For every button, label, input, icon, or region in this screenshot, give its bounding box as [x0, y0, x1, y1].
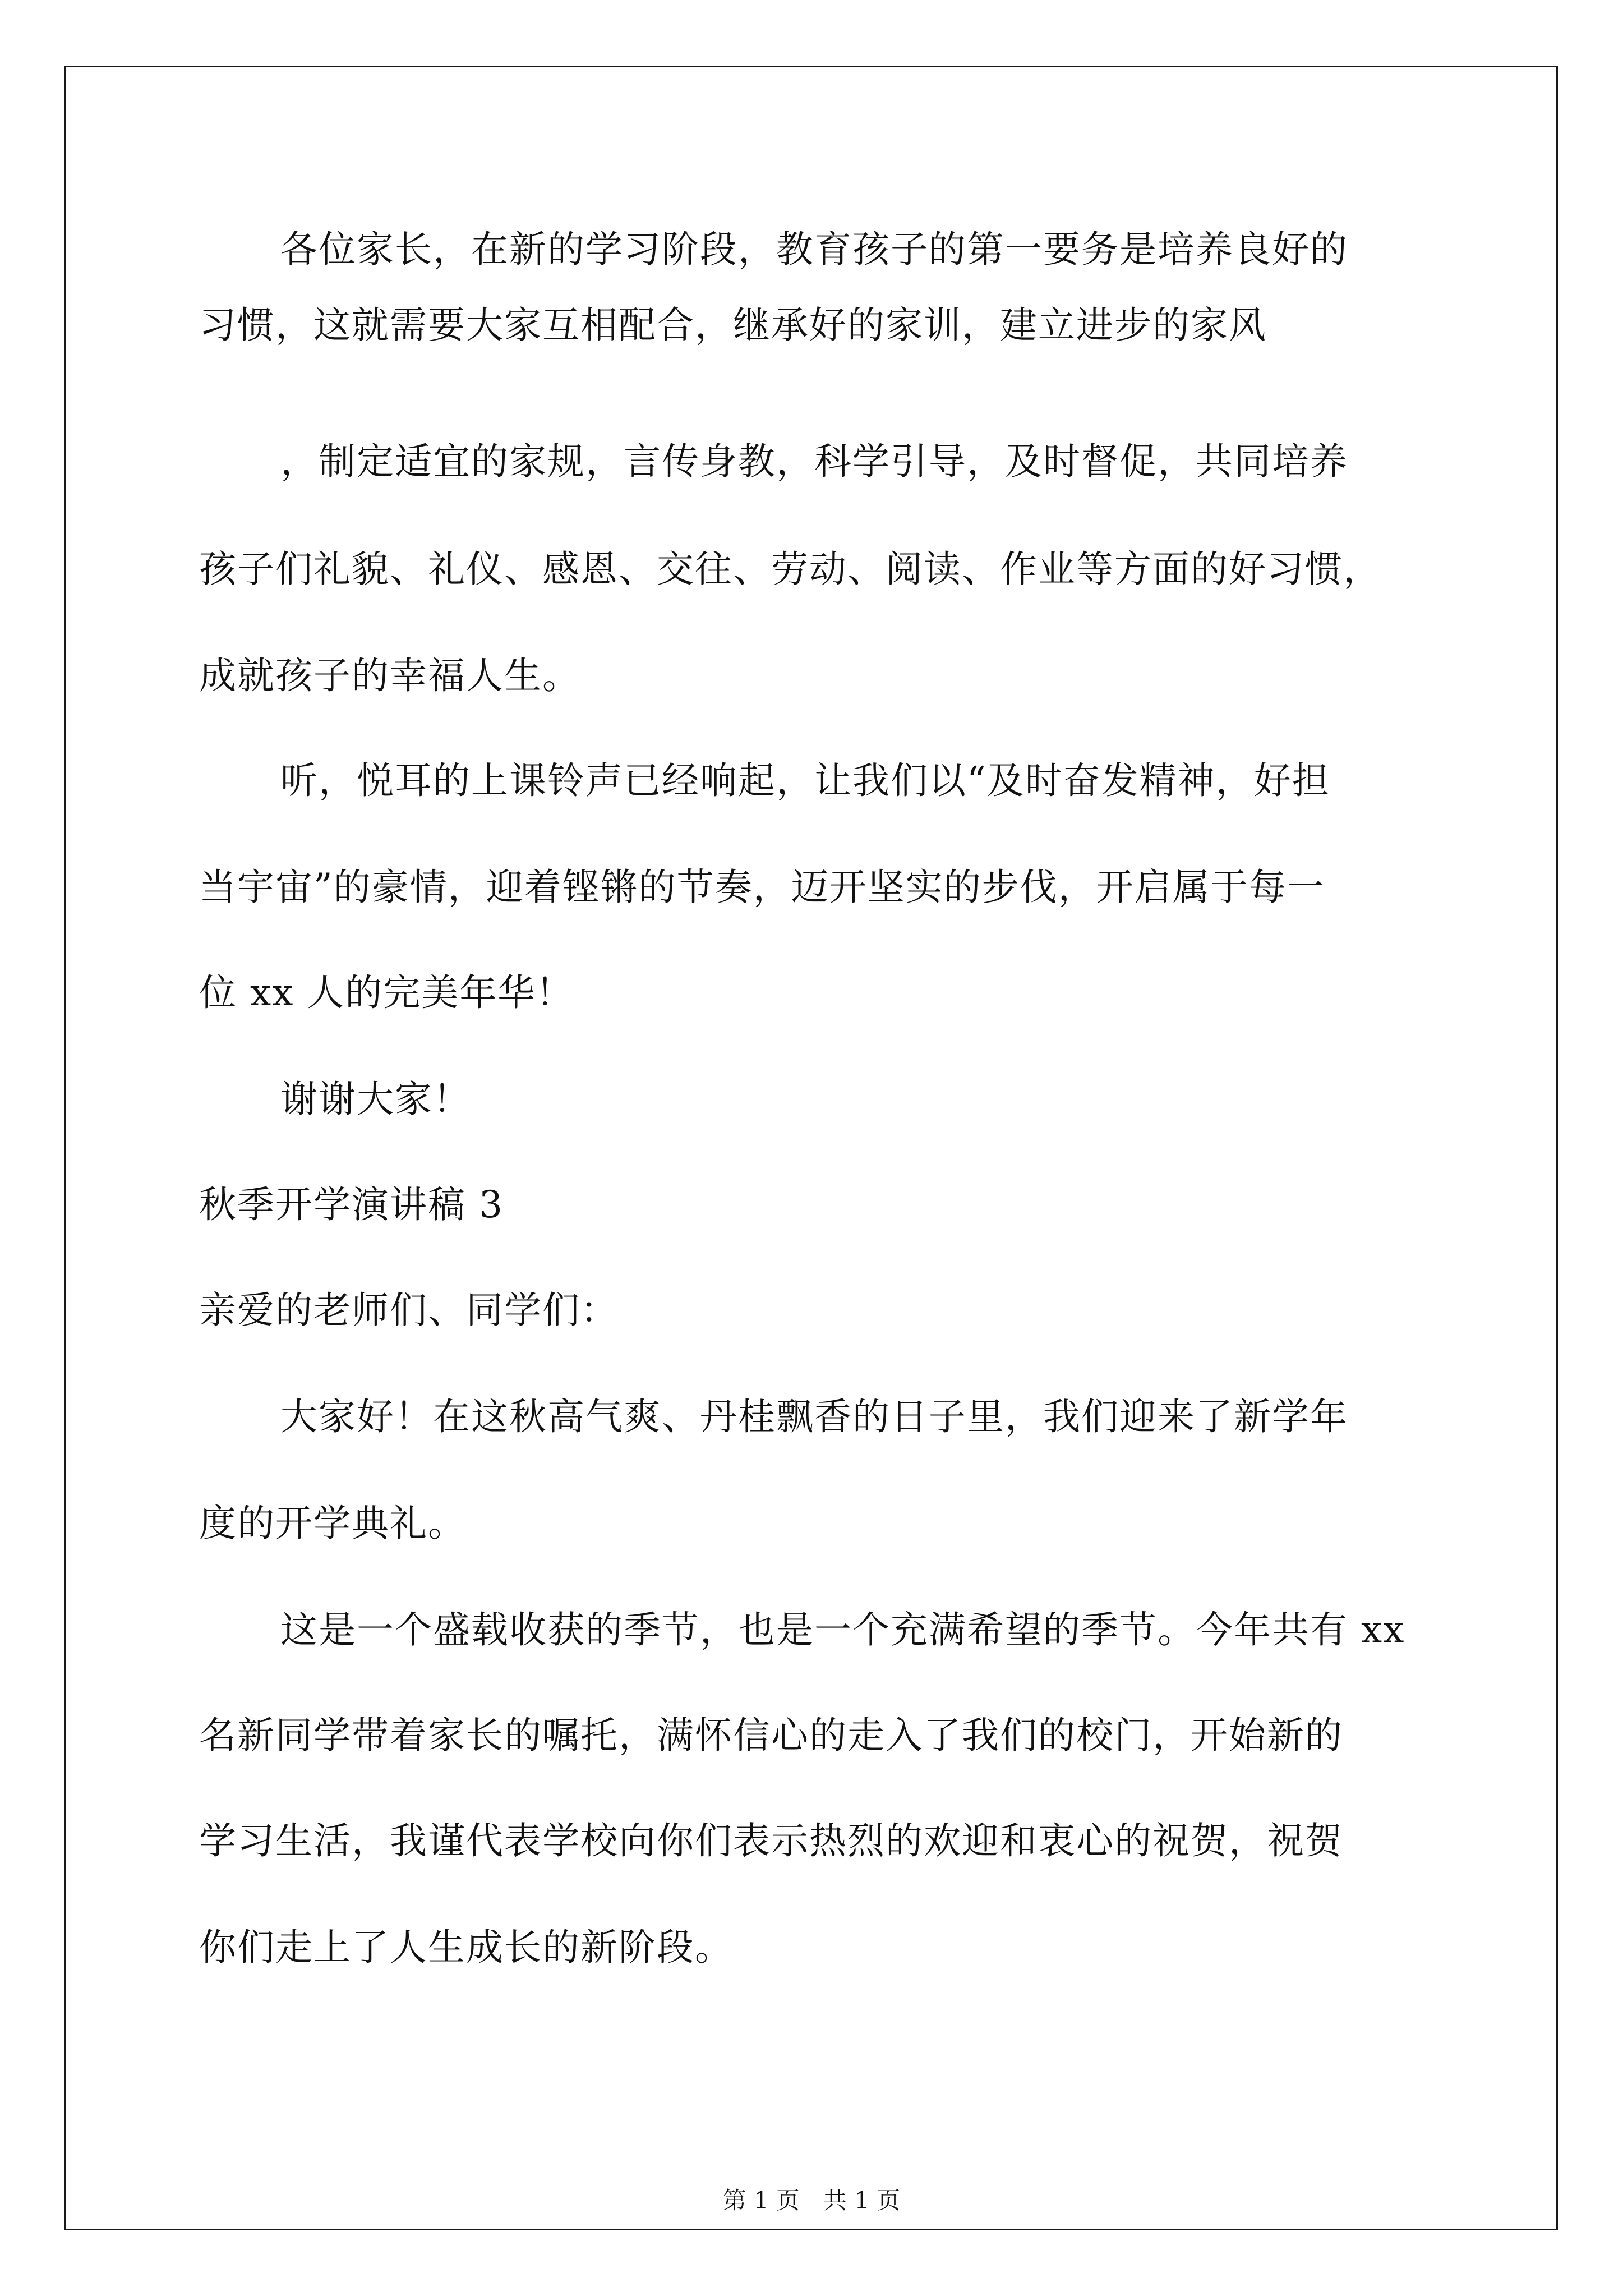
- text-line: 度的开学典礼。: [199, 1502, 466, 1545]
- page-border: [64, 66, 1558, 2230]
- text-line: 各位家长，在新的学习阶段，教育孩子的第一要务是培养良好的: [280, 228, 1348, 271]
- text-line: 孩子们礼貌、礼仪、感恩、交往、劳动、阅读、作业等方面的好习惯，: [199, 547, 1381, 591]
- section-heading: 秋季开学演讲稿 3: [199, 1183, 504, 1226]
- salutation: 亲爱的老师们、同学们：: [199, 1289, 619, 1332]
- text-line: ，制定适宜的家规，言传身教，科学引导，及时督促，共同培养: [280, 440, 1348, 483]
- text-line: 成就孩子的幸福人生。: [199, 654, 580, 697]
- text-line: 当宇宙”的豪情，迎着铿锵的节奏，迈开坚实的步伐，开启属于每一: [199, 866, 1325, 909]
- text-line: 谢谢大家！: [280, 1078, 471, 1121]
- page-footer: 第 1 页 共 1 页: [722, 2187, 901, 2214]
- text-line: 你们走上了人生成长的新阶段。: [199, 1926, 733, 1969]
- text-line: 名新同学带着家长的嘱托，满怀信心的走入了我们的校门，开始新的: [199, 1714, 1343, 1757]
- text-line: 学习生活，我谨代表学校向你们表示热烈的欢迎和衷心的祝贺，祝贺: [199, 1819, 1343, 1862]
- text-line: 这是一个盛载收获的季节，也是一个充满希望的季节。今年共有 xx: [280, 1608, 1405, 1651]
- text-line: 习惯，这就需要大家互相配合，继承好的家训，建立进步的家风: [199, 303, 1267, 347]
- text-line: 位 xx 人的完美年华！: [199, 971, 574, 1014]
- text-line: 听，悦耳的上课铃声已经响起，让我们以“及时奋发精神，好担: [280, 759, 1330, 802]
- text-line: 大家好！在这秋高气爽、丹桂飘香的日子里，我们迎来了新学年: [280, 1395, 1348, 1438]
